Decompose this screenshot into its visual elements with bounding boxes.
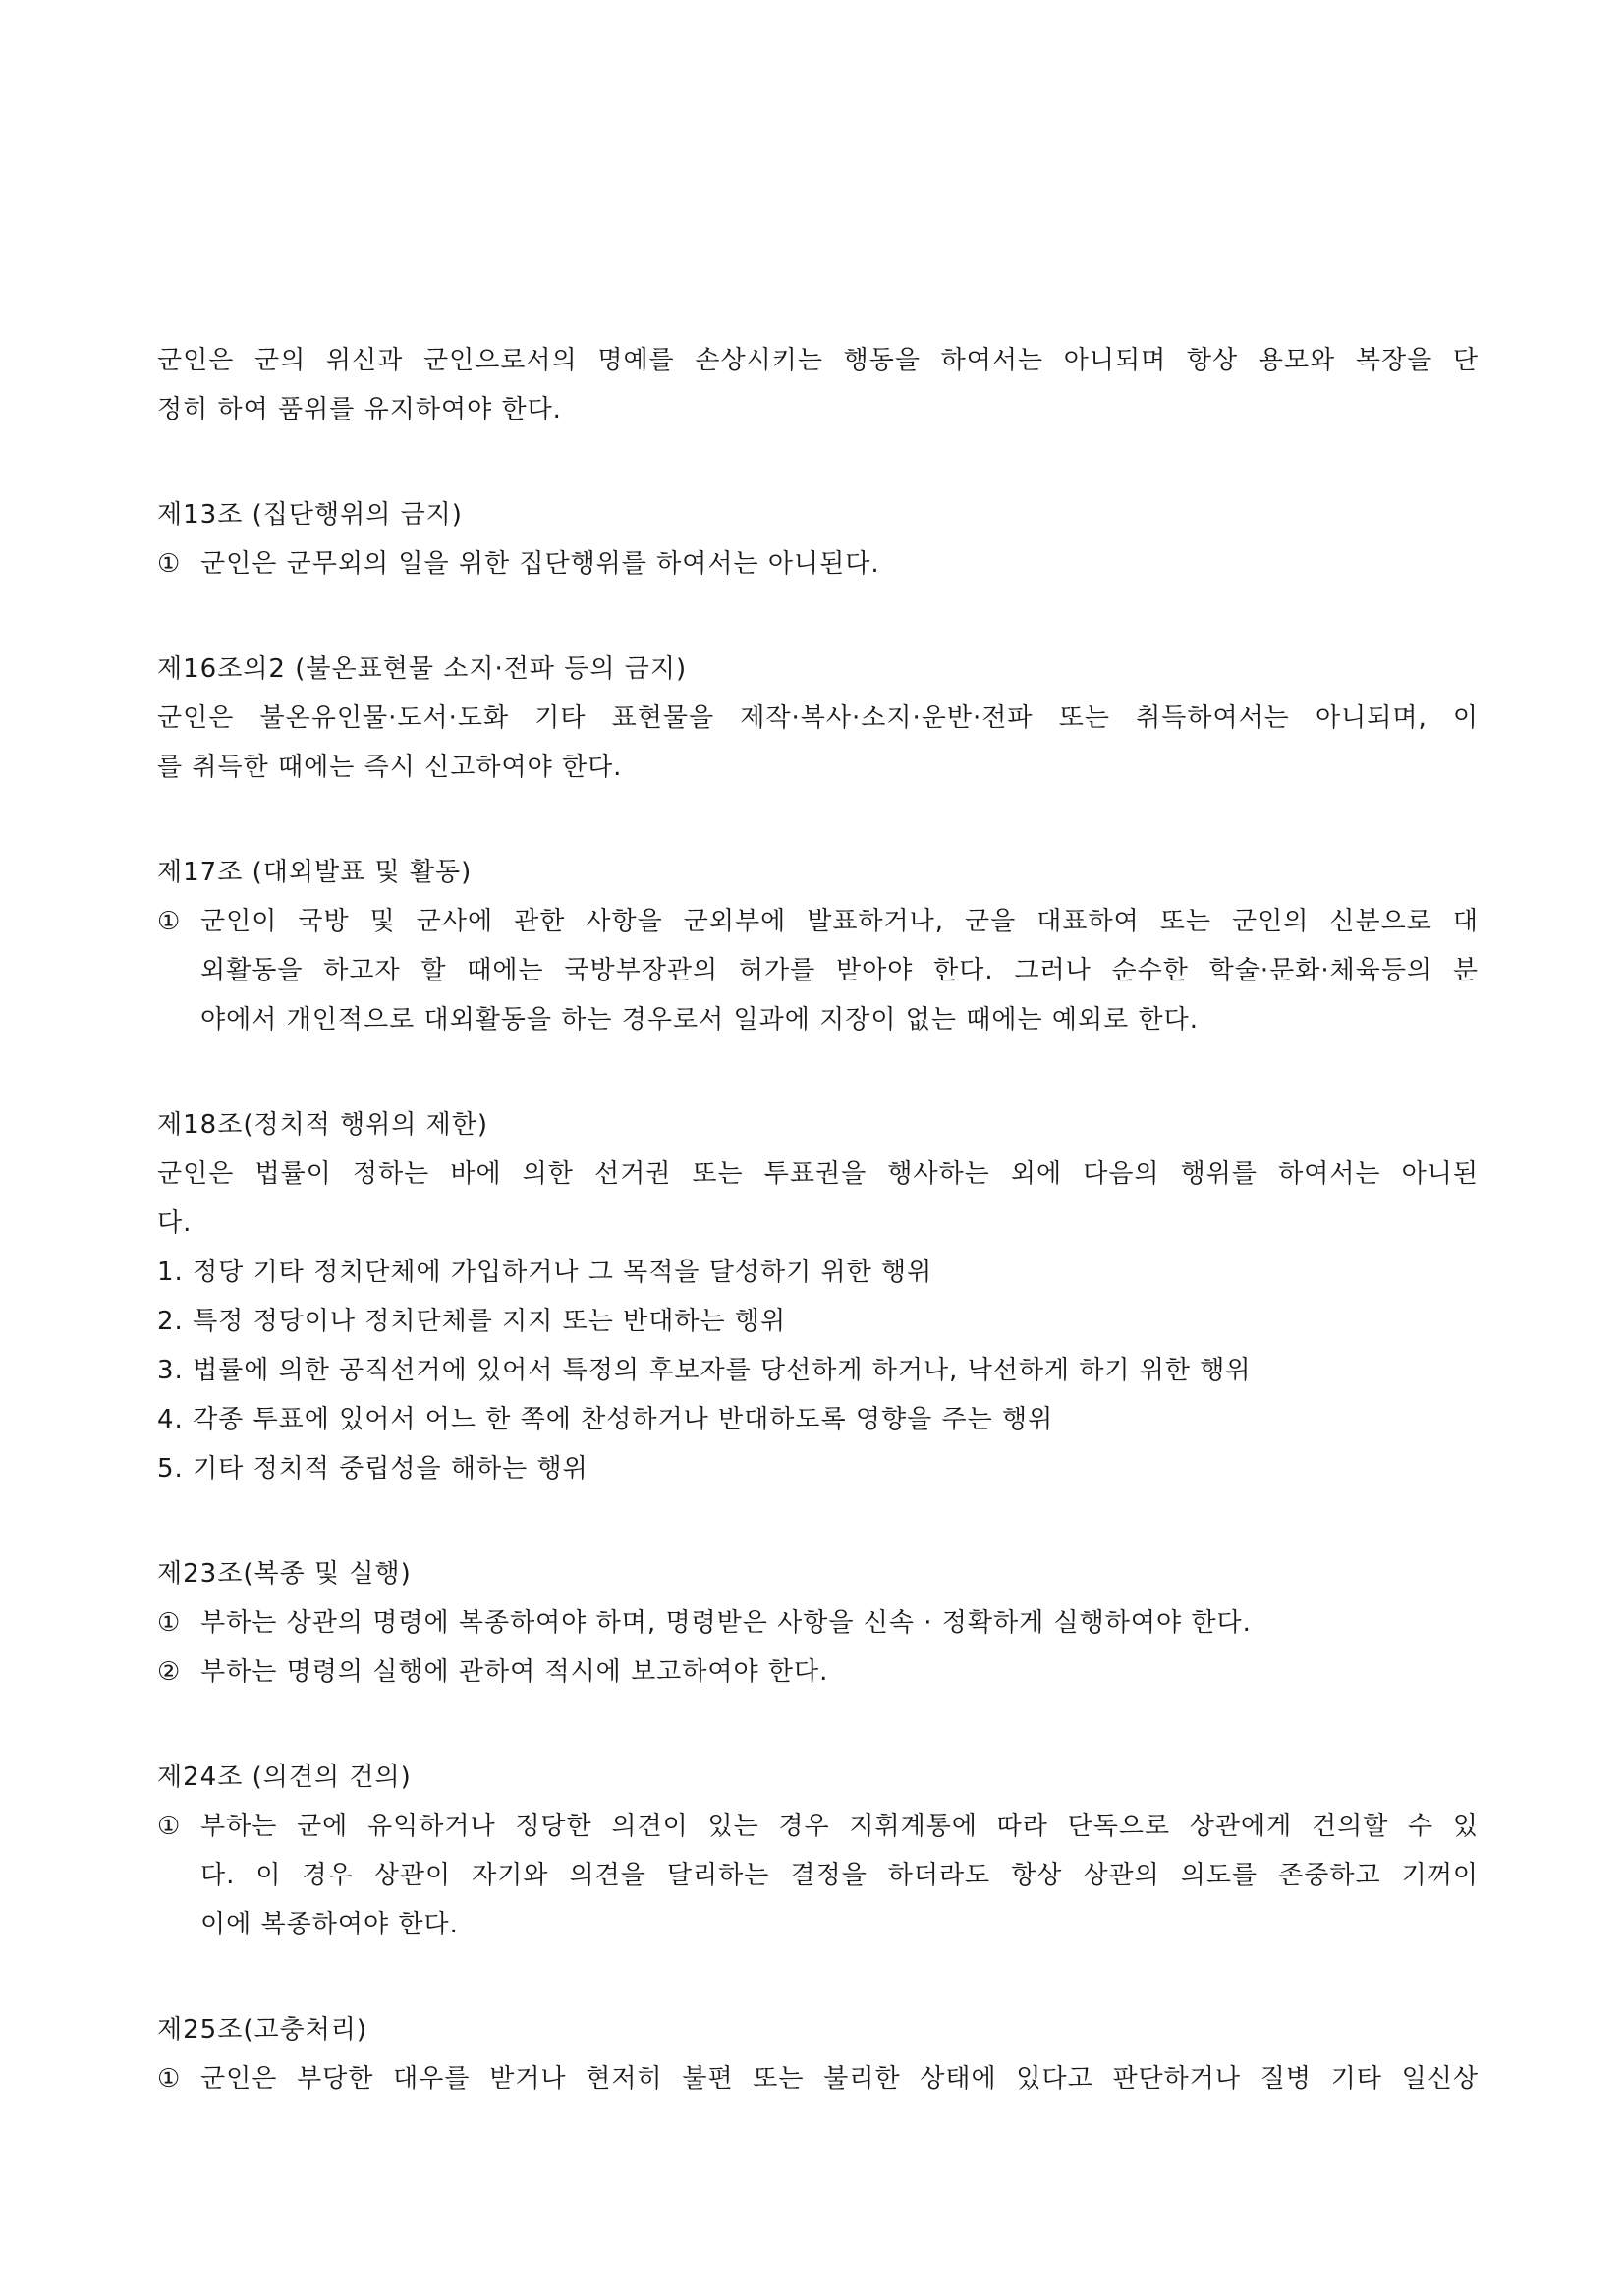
paragraph-line: 군인은 불온유인물·도서·도화 기타 표현물을 제작·복사·소지·운반·전파 또는 취득하여서는 아니되며, 이 — [157, 703, 1479, 733]
clause-marker: ① — [157, 1812, 182, 1841]
article-25 — [157, 2005, 1479, 2103]
clause-line: 군인이 국방 및 군사에 관한 사항을 군외부에 발표하거나, 군을 대표하여 또는 군인의 신분으로 대 — [200, 907, 1479, 936]
article-clause — [157, 1648, 1479, 1697]
article-heading: 제17조 (대외발표 및 활동) — [157, 858, 473, 887]
numbered-list-item: 2. 특정 정당이나 정치단체를 지지 또는 반대하는 행위 — [157, 1307, 787, 1336]
article-clause — [157, 1802, 1479, 1949]
article-23 — [157, 1549, 1479, 1697]
article-clause — [157, 897, 1479, 1044]
clause-line: 군인은 부당한 대우를 받거나 현저히 불편 또는 불리한 상태에 있다고 판단하거나 질병 기타 일신상 — [200, 2064, 1479, 2094]
paragraph-line: 다. — [157, 1208, 193, 1238]
clause-line: 외활동을 하고자 할 때에는 국방부장관의 허가를 받아야 한다. 그러나 순수한 학술·문화·체육등의 분 — [200, 956, 1479, 985]
paragraph-line: 를 취득한 때에는 즉시 신고하여야 한다. — [157, 753, 623, 782]
document-body — [157, 336, 1479, 2103]
clause-line: 야에서 개인적으로 대외활동을 하는 경우로서 일과에 지장이 없는 때에는 예외로 한다. — [200, 1005, 1199, 1035]
article-17 — [157, 848, 1479, 1044]
article-clause — [157, 539, 1479, 588]
article-18 — [157, 1100, 1479, 1493]
article-heading: 제23조(복종 및 실행) — [157, 1559, 412, 1589]
article-heading: 제16조의2 (불온표현물 소지·전파 등의 금지) — [157, 654, 688, 684]
article-13 — [157, 490, 1479, 588]
clause-marker: ① — [157, 549, 182, 579]
article-heading: 제18조(정치적 행위의 제한) — [157, 1110, 489, 1140]
paragraph-line: 군인은 법률이 정하는 바에 의한 선거권 또는 투표권을 행사하는 외에 다음의 행위를 하여서는 아니된 — [157, 1159, 1479, 1189]
article-heading: 제25조(고충처리) — [157, 2015, 368, 2044]
clause-line: 이에 복종하여야 한다. — [200, 1910, 459, 1939]
numbered-list-item: 3. 법률에 의한 공직선거에 있어서 특정의 후보자를 당선하게 하거나, 낙선하게 하기 위한 행위 — [157, 1356, 1252, 1385]
article-heading: 제24조 (의견의 건의) — [157, 1763, 412, 1792]
clause-line: 다. 이 경우 상관이 자기와 의견을 달리하는 결정을 하더라도 항상 상관의 의도를 존중하고 기꺼이 — [200, 1861, 1479, 1890]
article-24 — [157, 1753, 1479, 1949]
article-heading: 제13조 (집단행위의 금지) — [157, 500, 463, 530]
clause-line: 군인은 군무외의 일을 위한 집단행위를 하여서는 아니된다. — [200, 549, 880, 579]
numbered-list-item: 1. 정당 기타 정치단체에 가입하거나 그 목적을 달성하기 위한 행위 — [157, 1258, 933, 1287]
clause-marker: ① — [157, 907, 182, 936]
article-16-2 — [157, 644, 1479, 792]
numbered-list-item: 5. 기타 정치적 중립성을 해하는 행위 — [157, 1454, 588, 1484]
article-clause — [157, 1598, 1479, 1648]
article-clause — [157, 2054, 1479, 2103]
clause-line: 부하는 상관의 명령에 복종하여야 하며, 명령받은 사항을 신속 · 정확하게 실행하여야 한다. — [200, 1608, 1252, 1638]
clause-line: 부하는 군에 유익하거나 정당한 의견이 있는 경우 지휘계통에 따라 단독으로 상관에게 건의할 수 있 — [200, 1812, 1479, 1841]
clause-marker: ① — [157, 2064, 182, 2094]
paragraph-line: 정히 하여 품위를 유지하여야 한다. — [157, 395, 562, 424]
intro-paragraph — [157, 336, 1479, 434]
clause-marker: ② — [157, 1657, 182, 1687]
numbered-list-item: 4. 각종 투표에 있어서 어느 한 쪽에 찬성하거나 반대하도록 영향을 주는 행위 — [157, 1405, 1054, 1434]
clause-line: 부하는 명령의 실행에 관하여 적시에 보고하여야 한다. — [200, 1657, 829, 1687]
paragraph-line: 군인은 군의 위신과 군인으로서의 명예를 손상시키는 행동을 하여서는 아니되며 항상 용모와 복장을 단 — [157, 346, 1479, 375]
clause-marker: ① — [157, 1608, 182, 1638]
